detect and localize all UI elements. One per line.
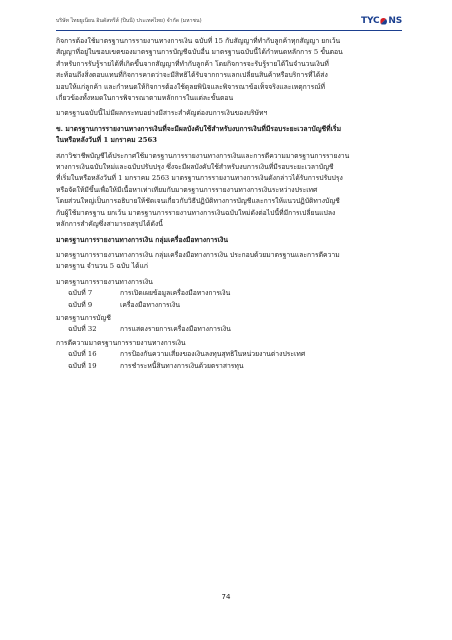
text-line: มาตรฐาน จำนวน 5 ฉบับ ได้แก่: [56, 262, 149, 271]
header-divider: [56, 30, 402, 31]
standard-row: [56, 349, 402, 360]
text-line: มาตรฐานการรายงานทางการเงิน กลุ่มเครื่องมือทางการเงิน ประกอบด้วยมาตรฐานและการตีความ: [56, 250, 340, 259]
text-line: สำหรับการรับรู้รายได้ที่เกิดขึ้นจากสัญญาที่ทำกับลูกค้า โดยกิจการจะรับรู้รายได้ในจำนวนเงินที่: [56, 59, 329, 68]
standard-number: ฉบับที่ 7: [68, 289, 93, 298]
standards-group-tfric: [56, 338, 402, 372]
section-heading-b: [56, 124, 402, 147]
section-heading-financial-instruments: [56, 235, 402, 246]
text-line: สะท้อนถึงสิ่งตอบแทนที่กิจการคาดว่าจะมีสิทธิได้รับจากการแลกเปลี่ยนสินค้าหรือบริการที่ได้ส่ง: [56, 71, 328, 80]
logo-mark-icon: [380, 18, 387, 25]
standard-name: เครื่องมือทางการเงิน: [120, 300, 180, 309]
group-title: มาตรฐานการบัญชี: [56, 313, 111, 322]
standard-number: ฉบับที่ 16: [68, 350, 97, 359]
text-line: หรือจัดให้มีขึ้นเพื่อให้มีเนื้อหาเท่าเทียมกับมาตรฐานการรายงานทางการเงินระหว่างประเทศ: [56, 185, 318, 194]
standard-name: การเปิดเผยข้อมูลเครื่องมือทางการเงิน: [120, 289, 231, 298]
page-number: 74: [221, 593, 231, 601]
standard-row: [56, 361, 402, 372]
text-line: เกี่ยวข้องทั้งหมดในการพิจารณาตามหลักการในแต่ละขั้นตอน: [56, 94, 234, 103]
paragraph-fi-group: [56, 250, 402, 273]
paragraph-tfrs15: [56, 36, 402, 104]
text-line: กิจการต้องใช้มาตรฐานการรายงานทางการเงิน ฉบับที่ 15 กับสัญญาที่ทำกับลูกค้าทุกสัญญา ยกเว้น: [56, 37, 341, 45]
text-line: สัญญาที่อยู่ในขอบเขตของมาตรฐานการบัญชีฉบับอื่น มาตรฐานฉบับนี้ได้กำหนดหลักการ 5 ขั้นตอน: [56, 48, 343, 57]
group-title: การตีความมาตรฐานการรายงานทางการเงิน: [56, 338, 186, 347]
standard-name: การแสดงรายการเครื่องมือทางการเงิน: [120, 325, 231, 334]
heading-line: มาตรฐานการรายงานทางการเงิน กลุ่มเครื่องมือทางการเงิน: [56, 235, 228, 244]
paragraph-impact: [56, 108, 402, 119]
standard-number: ฉบับที่ 32: [68, 325, 97, 334]
standard-row: [56, 300, 402, 311]
text-line: หลักการสำคัญซึ่งสามารถสรุปได้ดังนี้: [56, 220, 163, 229]
heading-line: ในหรือหลังวันที่ 1 มกราคม 2563: [56, 136, 157, 145]
company-name: บริษัท ไทยยูเนียน อินดัสทรีส์ (ปีนนี) ประเทศไทย) จำกัด (มหาชน): [56, 18, 202, 24]
text-line: ที่เริ่มในหรือหลังวันที่ 1 มกราคม 2563 มาตรฐานการรายงานทางการเงินดังกล่าวได้รับการปรับปรุง: [56, 174, 343, 183]
text-line: มาตรฐานฉบับนี้ไม่มีผลกระทบอย่างมีสาระสำคัญต่องบการเงินของบริษัทฯ: [56, 109, 268, 118]
standard-number: ฉบับที่ 9: [68, 300, 93, 309]
standards-group-tas: [56, 313, 402, 336]
logo-text-left: TYC: [361, 16, 380, 26]
standards-group-tfrs: [56, 277, 402, 311]
text-line: มอบให้แก่ลูกค้า และกำหนดให้กิจการต้องใช้ดุลยพินิจและพิจารณาข้อเท็จจริงและเหตุการณ์ที่: [56, 82, 326, 91]
company-logo: [361, 16, 402, 26]
text-line: โดยส่วนใหญ่เป็นการอธิบายให้ชัดเจนเกี่ยวกับวิธีปฏิบัติทางการบัญชีและการให้แนวปฏิบัติทางบัญชี: [56, 197, 340, 206]
paragraph-new-standards: [56, 151, 402, 231]
standard-name: การป้องกันความเสี่ยงของเงินลงทุนสุทธิในหน่วยงานต่างประเทศ: [120, 350, 306, 359]
page-header: [56, 13, 402, 29]
text-line: กับผู้ใช้มาตรฐาน ยกเว้น มาตรฐานการรายงานทางการเงินฉบับใหม่ดังต่อไปนี้ที่มีการเปลี่ยนแปลง: [56, 208, 336, 217]
text-line: ทางการเงินฉบับใหม่และฉบับปรับปรุง ซึ่งจะมีผลบังคับใช้สำหรับงบการเงินที่มีรอบระยะเวลาบัญชี: [56, 163, 334, 172]
standard-row: [56, 324, 402, 335]
logo-text-right: NS: [388, 16, 402, 26]
text-line: สภาวิชาชีพบัญชีได้ประกาศใช้มาตรฐานการรายงานทางการเงินและการตีความมาตรฐานการรายงาน: [56, 151, 350, 160]
standard-number: ฉบับที่ 19: [68, 361, 97, 370]
page-body: [56, 36, 402, 374]
standard-row: [56, 288, 402, 299]
group-title: มาตรฐานการรายงานทางการเงิน: [56, 277, 153, 286]
standard-name: การชำระหนี้สินทางการเงินด้วยตราสารทุน: [120, 361, 244, 370]
heading-line: ข. มาตรฐานการรายงานทางการเงินที่จะมีผลบังคับใช้สำหรับงบการเงินที่มีรอบระยะเวลาบัญชีที่เริ่ม: [56, 124, 342, 133]
